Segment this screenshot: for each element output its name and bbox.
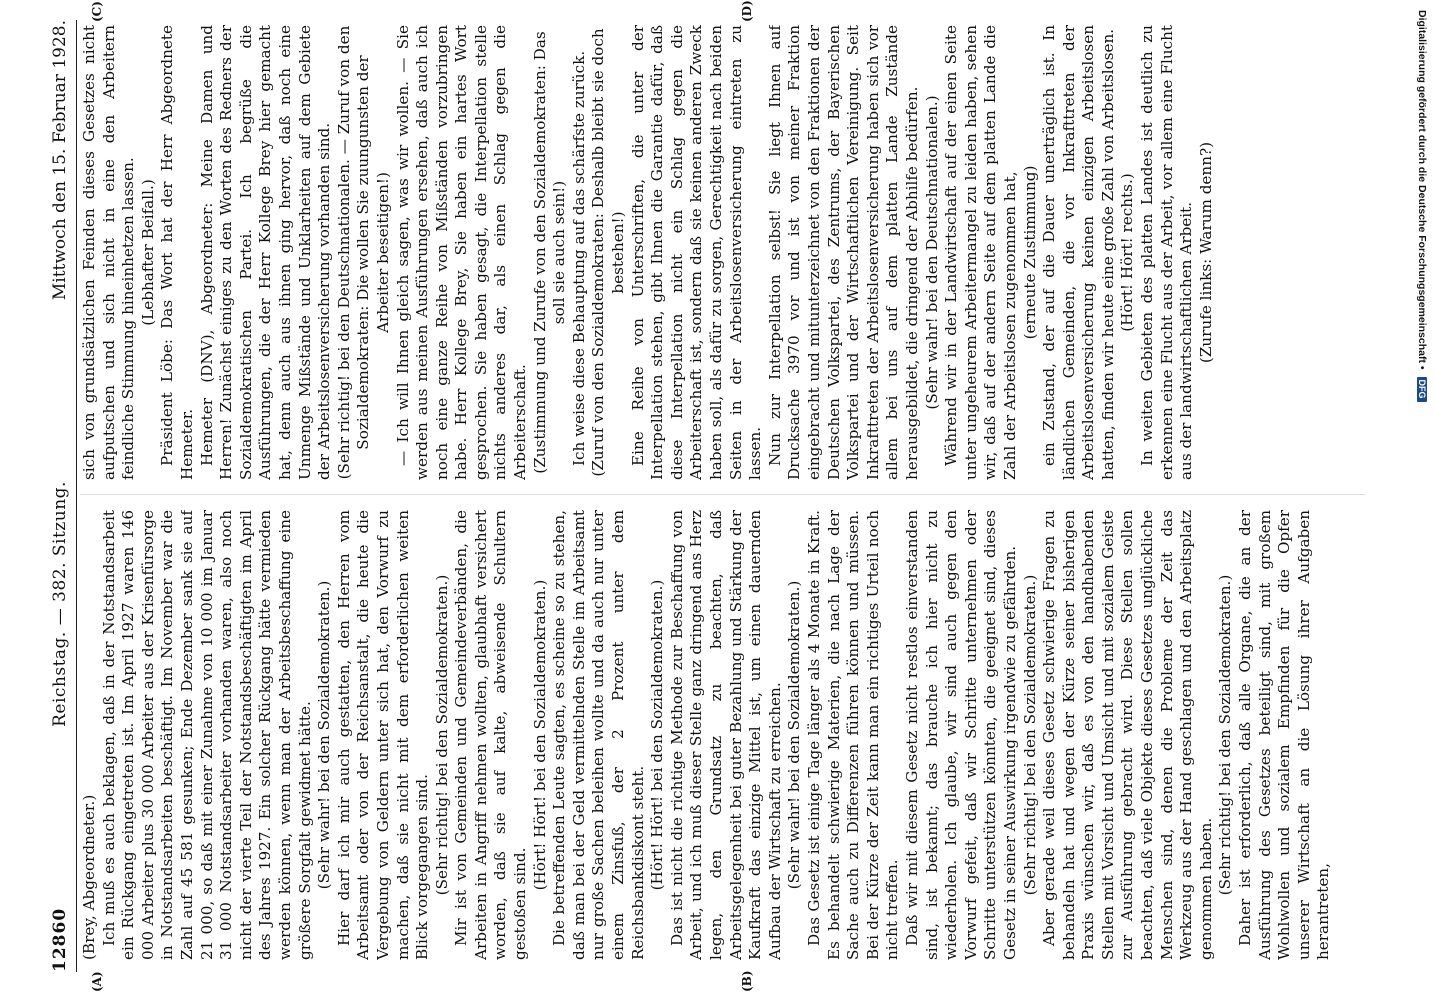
dfg-logo: DFG <box>1417 377 1427 402</box>
interjection: (Sehr wahr! bei den Deutschnationalen.) <box>922 95 941 410</box>
interjection: (erneute Zustimmung) <box>1020 165 1039 340</box>
header-date: Mittwoch den 15. Februar 1928. <box>50 20 70 301</box>
interjection: (Hört! Hört! bei den Sozialdemokraten.) <box>648 579 667 891</box>
paragraph: ein Zustand, der auf die Dauer unerträglich ist. In ländlichen Gemeinden, die vor Inkrafttreten der Arbeitslosenversicherung keinen einzigen Arbeitslosen hatten, finden wir heute eine große Zahl von Arbeitslosen. <box>1040 25 1117 480</box>
speaker-attribution: (Brey, Abgeordneter.) <box>80 794 98 960</box>
interjection: (Sehr wahr! bei den Sozialdemokraten.) <box>315 580 334 890</box>
interjection: (Lebhafter Beifall.) <box>138 179 157 326</box>
paragraph: Das Gesetz ist einige Tage länger als 4 Monate in Kraft. Es behandelt schwierige Materien, die nach Lage der Sache auch zu Differenzen führen können und müssen. Bei der Kürze der Zeit kann man ein richtiges Urteil noch nicht treffen. <box>804 510 902 960</box>
paragraph: Das ist nicht die richtige Methode zur Beschaffung von Arbeit, und ich muß dieser Stelle ganz dringend ans Herz legen, den Grundsatz zu beachten, daß Arbeitsgelegenheit bei guter Bezahlung und Stärkung der Kaufkraft das einzige Mittel ist, um einen dauernden Aufbau der Wirtschaft zu erreichen. <box>667 510 784 960</box>
paragraph: Daher ist erforderlich, daß alle Organe, die an der Ausführung des Gesetzes beteiligt sind, mit großem Wohlwollen und sozialem Empfinden für die Opfer unserer Wirtschaft an die Lösung ihrer Aufgaben herantreten, <box>1236 510 1333 960</box>
document-page <box>40 0 1385 1000</box>
page-header <box>50 20 77 972</box>
president-remark: Präsident Löbe: Das Wort hat der Herr Abgeordnete Hemeter. <box>158 25 196 480</box>
paragraph: Eine Reihe von Unterschriften, die unter der Interpellation stehen, gibt Ihnen die Garantie dafür, daß diese Interpellation nicht ein Schlag gegen die Arbeiterschaft ist, sondern daß sie keinen anderen Zweck haben soll, als dafür zu sorgen, Gerechtigkeit nach beiden Seiten in der Arbeitslosenversicherung eintreten zu lassen. <box>628 25 765 480</box>
interjection: (Sehr richtig! bei den Sozialdemokraten.) <box>432 574 451 896</box>
interjection: (Zuruf von den Sozialdemokraten: Deshalb bleibt sie doch bestehen!) <box>589 28 628 477</box>
interjection: (Sehr richtig! bei den Sozialdemokraten.) <box>1020 574 1039 896</box>
interjection: (Sehr wahr! bei den Sozialdemokraten.) <box>785 580 804 890</box>
paragraph: Die betreffenden Leute sagten, es scheine so zu stehen, daß man bei der Geld vermittelnden Stelle im Arbeitsamt nur große Sachen beleihen wollte und da auch nur unter einem Zinsfuß, der 2 Prozent unter dem Reichsbankdiskont steht. <box>550 510 647 960</box>
margin-marker-a: (A) <box>90 971 104 992</box>
digitization-credit <box>1406 10 1428 990</box>
paragraph: Ich weise diese Behauptung auf das schärfste zurück. <box>569 50 588 466</box>
margin-marker-c: (C) <box>90 1 104 22</box>
paragraph: sich von grundsätzlichen Feinden dieses Gesetzes nicht aufputschen und sich nicht in eine den Arbeitern feindliche Stimmung hineinhetzen lassen. <box>80 25 138 480</box>
speech-opening: Hemeter (DNV), Abgeordneter: Meine Damen und Herren! Zunächst einiges zu den Worten des Redners der Sozialdemokratischen Partei. Ich begrüße die Ausführungen, die der Herr Kollege Brey hier gemacht hat, denn auch aus ihnen ging hervor, daß noch eine Unmenge Mißstände und Unklarheiten auf dem Gebiete der Arbeitslosenversicherung vorhanden sind. <box>197 25 334 480</box>
margin-marker-d: (D) <box>740 0 754 22</box>
paragraph: Nun zur Interpellation selbst! Sie liegt Ihnen auf Drucksache 3970 vor und ist von meiner Fraktion eingebracht und mitunterzeichnet von den Fraktionen der Deutschen Volkspartei, des Zentrums, der Bayerischen Volkspartei und der Wirtschaftlichen Vereinigung. Seit Inkrafttreten der Arbeitslosenversicherung haben sich vor allem bei uns auf dem platten Lande Zustände herausgebildet, die dringend der Abhilfe bedürfen. <box>765 25 921 480</box>
page-number: 12860 <box>50 907 70 972</box>
header-session: Reichstag. — 382. Sitzung. <box>50 481 70 727</box>
credit-text: Digitalisierung gefördert durch die Deutsche Forschungsgemeinschaft • <box>1416 10 1428 370</box>
column-divider <box>80 494 1365 495</box>
paragraph: Mir ist von Gemeinden und Gemeindeverbänden, die Arbeiten in Angriff nehmen wollten, glaubhaft versichert worden, daß sie auf kalte, abweisende Schultern gestoßen sind. <box>452 510 530 960</box>
paragraph: Hier darf ich mir auch gestatten, den Herren vom Arbeitsamt oder von der Reichsanstalt, die heute die Vergebung von Geldern unter sich hat, den Vorwurf zu machen, daß sie nicht mit dem erforderlichen weiten Blick vorgegangen sind. <box>334 510 432 960</box>
paragraph: Ich muß es auch beklagen, daß in der Notstandsarbeit ein Rückgang eingetreten ist. Im April 1927 waren 146 000 Arbeiter plus 30 000 Arbeiter aus der Krisenfürsorge in Notstandsarbeiten beschäftigt. Im November war die Zahl auf 45 581 gesunken; Ende Dezember sank sie auf 21 000, so daß mit einer Zunahme von 10 000 im Januar 31 000 Notstandsarbeiter vorhanden waren, also noch nicht der vierte Teil der Notstandsbeschäftigten im April des Jahres 1927. Ein solcher Rückgang hätte vermieden werden können, wenn man der Arbeitsbeschaffung eine größere Sorgfalt gewidmet hätte. <box>99 510 314 960</box>
interjection: (Zustimmung und Zurufe von den Sozialdemokraten: Das soll sie auch sein!) <box>530 31 569 474</box>
paragraph: In weiten Gebieten des platten Landes ist deutlich zu erkennen eine Flucht aus der Arbeit, vor allem eine Flucht aus der landwirtschaftlichen Arbeit. <box>1138 25 1196 480</box>
paragraph: — Ich will Ihnen gleich sagen, was wir wollen. — Sie werden aus meinen Ausführungen ersehen, daß auch ich noch eine ganze Reihe von Mißständen vorzubringen habe. Herr Kollege Brey, Sie haben ein hartes Wort gesprochen. Sie haben gesagt, die Interpellation stelle nichts anderes dar, als einen Schlag gegen die Arbeiterschaft. <box>393 25 530 480</box>
interjection: (Zurufe links: Warum denn?) <box>1196 141 1215 364</box>
paragraph: Daß wir mit diesem Gesetz nicht restlos einverstanden sind, ist bekannt; das brauche ich hier nicht zu wiederholen. Ich glaube, wir sind auch gegen den Vorwurf gefeit, daß wir Schritte unternehmen oder Schritte unterstützen könnten, die geeignet sind, dieses Gesetz in seiner Auswirkung irgendwie zu gefährden. <box>902 510 1019 960</box>
right-column <box>80 25 1375 480</box>
paragraph: Aber gerade weil dieses Gesetz schwierige Fragen zu behandeln hat und wegen der Kürze seiner bisherigen Praxis wünschen wir, daß es von den handhabenden Stellen mit Vorsicht und Umsicht und mit sozialem Geiste zur Ausführung gebracht wird. Diese Stellen sollen beachten, daß viele Objekte dieses Gesetzes unglückliche Menschen sind, denen die Probleme der Zeit das Werkzeug aus der Hand geschlagen und den Arbeitsplatz genommen haben. <box>1040 510 1215 960</box>
left-column <box>80 510 1375 960</box>
margin-marker-b: (B) <box>740 970 754 992</box>
interjection: (Sehr richtig! bei den Sozialdemokraten.) <box>1216 574 1235 896</box>
interjection: (Sehr richtig! bei den Deutschnationalen. — Zuruf von den Sozialdemokraten: Die wollen Sie zuungunsten der Arbeiter beseitigen!) <box>334 25 392 480</box>
interjection: (Hört! Hört! bei den Sozialdemokraten.) <box>530 579 549 891</box>
interjection: (Hört! Hört! rechts.) <box>1118 173 1137 332</box>
paragraph: Während wir in der Landwirtschaft auf der einen Seite unter ungeheurem Arbeitermangel zu leiden haben, sehen wir, daß auf der andern Seite auf dem platten Lande die Zahl der Arbeitslosen zugenommen hat, <box>942 25 1019 480</box>
